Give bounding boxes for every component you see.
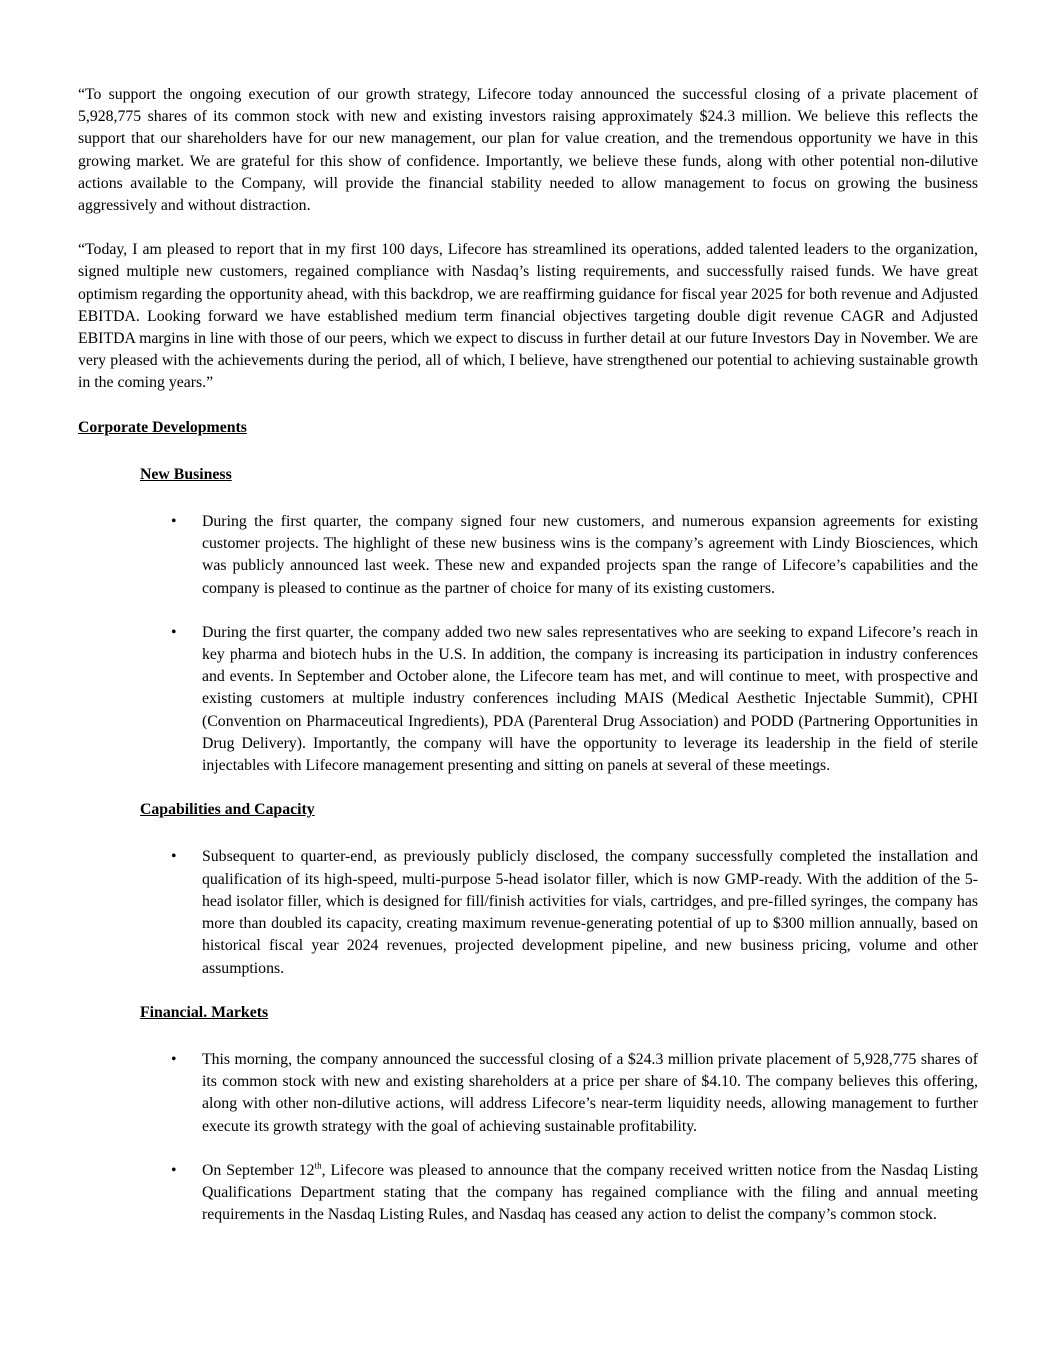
- list-item: [78, 622, 978, 777]
- bullet-text: Subsequent to quarter-end, as previously publicly disclosed, the company successfully completed the installation and qualification of its high-speed, multi-purpose 5-head isolator filler, which is now GMP-ready. With the addition of the 5-head isolator filler, which is designed for fill/finish activities for vials, cartridges, and pre-filled syringes, the company has more than doubled its capacity, creating maximum revenue-generating potential of up to $300 million annually, based on historical fiscal year 2024 revenues, projected development pipeline, and new business pricing, volume and other assumptions.: [202, 848, 978, 977]
- new-business-heading: New Business: [140, 465, 232, 483]
- bullet-text: During the first quarter, the company added two new sales representatives who are seeking to expand Lifecore’s reach in key pharma and biotech hubs in the U.S. In addition, the company is increasing its participation in industry conferences and events. In September and October alone, the Lifecore team has met, and will continue to meet, with prospective and existing customers at multiple industry conferences including MAIS (Medical Aesthetic Injectable Summit), CPHI (Convention on Pharmaceutical Ingredients), PDA (Parenteral Drug Association) and PODD (Partnering Opportunities in Drug Delivery). Importantly, the company will have the opportunity to leverage its leadership in the field of sterile injectables with Lifecore management presenting and sitting on panels at several of these meetings.: [202, 623, 978, 775]
- corporate-developments-heading: Corporate Developments: [78, 418, 247, 436]
- bullet-icon: •: [171, 848, 177, 866]
- new-business-list: [78, 511, 978, 777]
- bullet-text: During the first quarter, the company signed four new customers, and numerous expansion agreements for existing customer projects. The highlight of these new business wins is the company’s agreement with Lindy Biosciences, which was publicly announced last week. These new and expanded projects span the range of Lifecore’s capabilities and the company is pleased to continue as the partner of choice for many of its existing customers.: [202, 513, 978, 597]
- financial-markets-list: [78, 1049, 978, 1226]
- financial-markets-heading: Financial. Markets: [140, 1003, 269, 1021]
- bullet-icon: •: [171, 1050, 177, 1068]
- intro-paragraph-1: “To support the ongoing execution of our growth strategy, Lifecore today announced the successful closing of a private placement of 5,928,775 shares of its common stock with new and existing investors raising approximately $24.3 million. We believe this reflects the support that our shareholders have for our new management, our plan for value creation, and the tremendous opportunity we have in this growing market. We are grateful for this show of confidence. Importantly, we believe these funds, along with other potential non-dilutive actions available to the Company, will provide the financial stability needed to allow management to focus on growing the business aggressively and without distraction.: [78, 86, 978, 215]
- capabilities-list: [78, 846, 978, 979]
- list-item: [78, 1049, 978, 1138]
- bullet-text-rest: , Lifecore was pleased to announce that the company received written notice from the Nasdaq Listing Qualifications Department stating that the company has regained compliance with the filing and annual meeting requirements in the Nasdaq Listing Rules, and Nasdaq has ceased any action to delist the company’s common stock.: [202, 1161, 978, 1224]
- bullet-text: This morning, the company announced the successful closing of a $24.3 million private placement of 5,928,775 shares of its common stock with new and existing shareholders at a price per share of $4.10. The company believes this offering, along with other non-dilutive actions, will address Lifecore’s near-term liquidity needs, allowing management to further execute its growth strategy with the goal of achieving sustainable profitability.: [202, 1050, 978, 1135]
- bullet-icon: •: [171, 623, 177, 641]
- list-item: [78, 511, 978, 600]
- list-item: [78, 846, 978, 979]
- bullet-text-prefix: On September 12: [202, 1161, 315, 1179]
- bullet-text: [202, 1160, 978, 1227]
- intro-paragraph-2: “Today, I am pleased to report that in my first 100 days, Lifecore has streamlined its operations, added talented leaders to the organization, signed multiple new customers, regained compliance with Nasdaq’s listing requirements, and successfully raised funds. We have great optimism regarding the opportunity ahead, with this backdrop, we are reaffirming guidance for fiscal year 2025 for both revenue and Adjusted EBITDA. Looking forward we have established medium term financial objectives targeting double digit revenue CAGR and Adjusted EBITDA margins in line with those of our peers, which we expect to discuss in further detail at our future Investors Day in November. We are very pleased with the achievements during the period, all of which, I believe, have strengthened our potential to achieving sustainable growth in the coming years.”: [78, 241, 978, 392]
- ordinal-suffix: th: [314, 1160, 322, 1171]
- list-item: [78, 1160, 978, 1227]
- bullet-icon: •: [171, 513, 177, 531]
- bullet-icon: •: [171, 1161, 177, 1179]
- capabilities-heading: Capabilities and Capacity: [140, 801, 315, 819]
- document-page: [78, 84, 978, 1248]
